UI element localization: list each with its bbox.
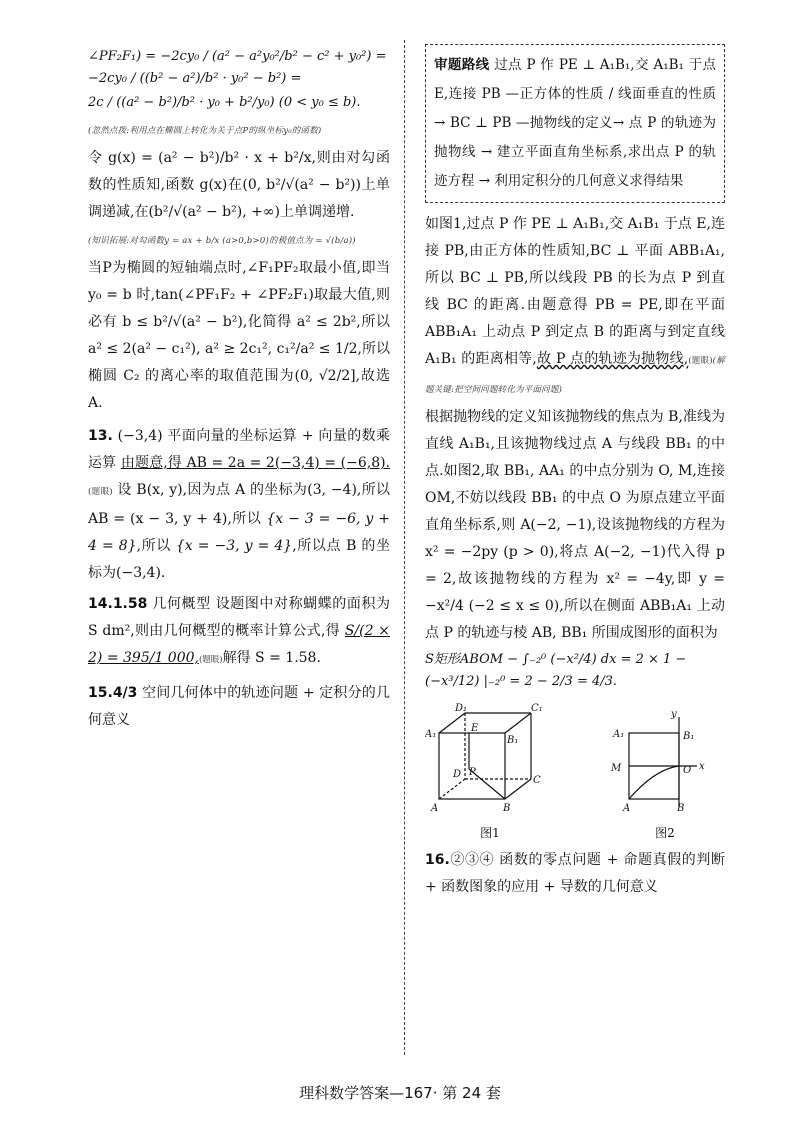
solution-route-box bbox=[425, 44, 725, 203]
note-transform: (忽然点拨:利用点在椭圆上转化为关于点P的纵坐标y₀的函数) bbox=[88, 126, 322, 136]
trajectory-reasoning: 如图1,过点 P 作 PE ⊥ A₁B₁,交 A₁B₁ 于点 E,连接 PB,由正方体的性质知,BC ⊥ 平面 ABB₁A₁,所以 BC ⊥ PB,所以线段 PB 的长为点 P 到直线 BC 的距离.由题意得 PB = PE,即在平面 ABB₁A₁ 上动点 P 到定点 B 的距离与到定直线 A₁B₁ 的距离相等, bbox=[425, 216, 725, 367]
label-D: D bbox=[453, 769, 462, 780]
q15-answer: 4/3 bbox=[112, 685, 138, 701]
label-C: C bbox=[533, 775, 541, 786]
question-16 bbox=[425, 847, 725, 901]
label-M: M bbox=[611, 763, 622, 774]
q15-topic: 空间几何体中的轨迹问题 + 定积分的几何意义 bbox=[88, 685, 390, 728]
q15-number: 15. bbox=[88, 685, 113, 701]
trajectory-key: 故 P 点的轨迹为抛物线, bbox=[536, 351, 689, 367]
right-column bbox=[425, 44, 725, 901]
label-E: E bbox=[471, 723, 479, 734]
paragraph-parabola: 根据抛物线的定义知该抛物线的焦点为 B,准线为直线 A₁B₁,且该抛物线过点 A 与线段 BB₁ 的中点.如图2,取 BB₁, AA₁ 的中点分别为 O, M,连接 OM,不妨以线段 BB₁ 的中点 O 为原点建立平面直角坐标系,则 A(−2, −1),设该抛物线的方程为 x² = −2py (p > 0),将点 A(−2, −1)代入得 p = 2,故该抛物线的方程为 x² = −4y,即 y = −x²/4 (−2 ≤ x ≤ 0),所以在侧面 ABB₁A₁ 上动点 P 的轨迹与棱 AB, BB₁ 所围成图形的面积为 bbox=[425, 409, 725, 641]
label-A: A bbox=[431, 803, 439, 814]
label-O: O bbox=[683, 765, 692, 776]
q16-answer: ②③④ bbox=[449, 852, 495, 868]
q14-step1: 设题图中对称蝴蝶的面积为 S dm²,则由几何概型的概率计算公式,得 bbox=[88, 596, 391, 639]
label-A: A bbox=[623, 803, 631, 814]
figure-2-caption: 图2 bbox=[655, 826, 675, 840]
paragraph-trajectory bbox=[425, 211, 725, 404]
q16-topic: 函数的零点问题 + 命题真假的判断 + 函数图象的应用 + 导数的几何意义 bbox=[425, 852, 725, 895]
paragraph-g-function: 令 g(x) = (a² − b²)/b² · x + b²/x,则由对勾函数的性质知,函数 g(x)在(0, b²/√(a² − b²))上单调递减,在(b²/√(a² − b²), +∞)上单调递增. bbox=[88, 150, 390, 220]
q14-tag: (题眼) bbox=[198, 655, 223, 665]
q13-step3: ,所以 bbox=[136, 538, 171, 554]
formula-tan-angle: ∠PF₂F₁) = −2cy₀ / (a² − a²y₀²/b² − c² + y₀²) = −2cy₀ / ((b² − a²)/b² · y₀² − b²) = bbox=[88, 49, 387, 86]
label-B: B bbox=[503, 803, 511, 814]
label-x: x bbox=[699, 761, 705, 772]
label-A1: A₁ bbox=[613, 729, 625, 740]
q14-number: 14. bbox=[88, 596, 113, 612]
note-knowledge: (知识拓展:对勾函数y = ax + b/x (a>0,b>0)的极值点为 = √(b/a)) bbox=[88, 236, 356, 246]
q13-topic: 平面向量的坐标运算 + 向量的数乘运算 bbox=[88, 428, 391, 471]
figure-1-caption: 图1 bbox=[480, 826, 500, 840]
label-B1: B₁ bbox=[507, 735, 519, 746]
column-divider bbox=[404, 40, 405, 1055]
trajectory-note: (解题关键:把空间问题转化为平面问题) bbox=[425, 356, 725, 395]
route-text: 过点 P 作 PE ⊥ A₁B₁,交 A₁B₁ 于点 E,连接 PB —正方体的性质 / 线面垂直的性质→ BC ⊥ PB —抛物线的定义→ 点 P 的轨迹为抛物线 → 建立平面直角坐标系,求出点 P 的轨迹方程 → 利用定积分的几何意义求得结果 bbox=[434, 57, 716, 189]
q13-system2: {x = −3, y = 4} bbox=[175, 538, 293, 554]
trajectory-tag: (题眼) bbox=[688, 356, 713, 366]
q13-step1: 由题意,得 AB = 2a = 2(−3,4) = (−6,8). bbox=[120, 455, 391, 471]
q14-topic: 几何概型 bbox=[152, 596, 211, 612]
left-column bbox=[88, 44, 390, 734]
formula-area: S矩形ABOM − ∫₋₂⁰ (−x²/4) dx = 2 × 1 − (−x³/12) |₋₂⁰ = 2 − 2/3 = 4/3. bbox=[425, 652, 687, 689]
q13-tag: (题眼) bbox=[88, 487, 113, 497]
figures bbox=[425, 703, 725, 841]
label-C1: C₁ bbox=[531, 703, 543, 714]
cube-diagram bbox=[425, 703, 555, 821]
q13-system1: {x − 3 = −6, y + 4 = 8} bbox=[88, 511, 391, 554]
q13-step4: ,所以点 B 的坐标为(−3,4). bbox=[88, 538, 391, 581]
label-D1: D₁ bbox=[455, 703, 468, 714]
figure-1 bbox=[425, 703, 555, 841]
question-15 bbox=[88, 680, 390, 734]
question-13 bbox=[88, 423, 390, 587]
label-y: y bbox=[671, 709, 677, 720]
label-B: B bbox=[677, 803, 685, 814]
q14-answer: 1.58 bbox=[112, 596, 148, 612]
question-14 bbox=[88, 591, 390, 674]
q16-number: 16. bbox=[425, 852, 450, 868]
route-title: 审题路线 bbox=[434, 57, 490, 73]
q14-formula: S/(2 × 2) = 395/1 000, bbox=[88, 623, 390, 666]
formula-simplified: 2c / ((a² − b²)/b² · y₀ + b²/y₀) (0 < y₀ ≤ b). bbox=[88, 95, 361, 110]
paragraph-eccentricity: 当P为椭圆的短轴端点时,∠F₁PF₂取最小值,即当 y₀ = b 时,tan(∠PF₁F₂ + ∠PF₂F₁)取最大值,则必有 b ≤ b²/√(a² − b²),化简得 a² ≤ 2b²,所以 a² ≤ 2(a² − c₁²), a² ≥ 2c₁², c₁²/a² ≤ 1/2,所以椭圆 C₂ 的离心率的取值范围为(0, √2/2],故选 A. bbox=[88, 260, 390, 411]
page-footer: 理科数学答案—167· 第 24 套 bbox=[299, 1084, 501, 1102]
q13-answer: (−3,4) bbox=[117, 428, 163, 444]
label-B1: B₁ bbox=[683, 731, 695, 742]
coordinate-diagram bbox=[605, 703, 725, 821]
label-P: P bbox=[469, 767, 476, 778]
q13-step2: 设 B(x, y),因为点 A 的坐标为(3, −4),所以 AB = (x − 3, y + 4),所以 bbox=[88, 482, 390, 527]
label-A1: A₁ bbox=[425, 729, 437, 740]
figure-2 bbox=[605, 703, 725, 841]
q13-number: 13. bbox=[88, 428, 113, 444]
q14-step2: 解得 S = 1.58. bbox=[222, 650, 321, 666]
